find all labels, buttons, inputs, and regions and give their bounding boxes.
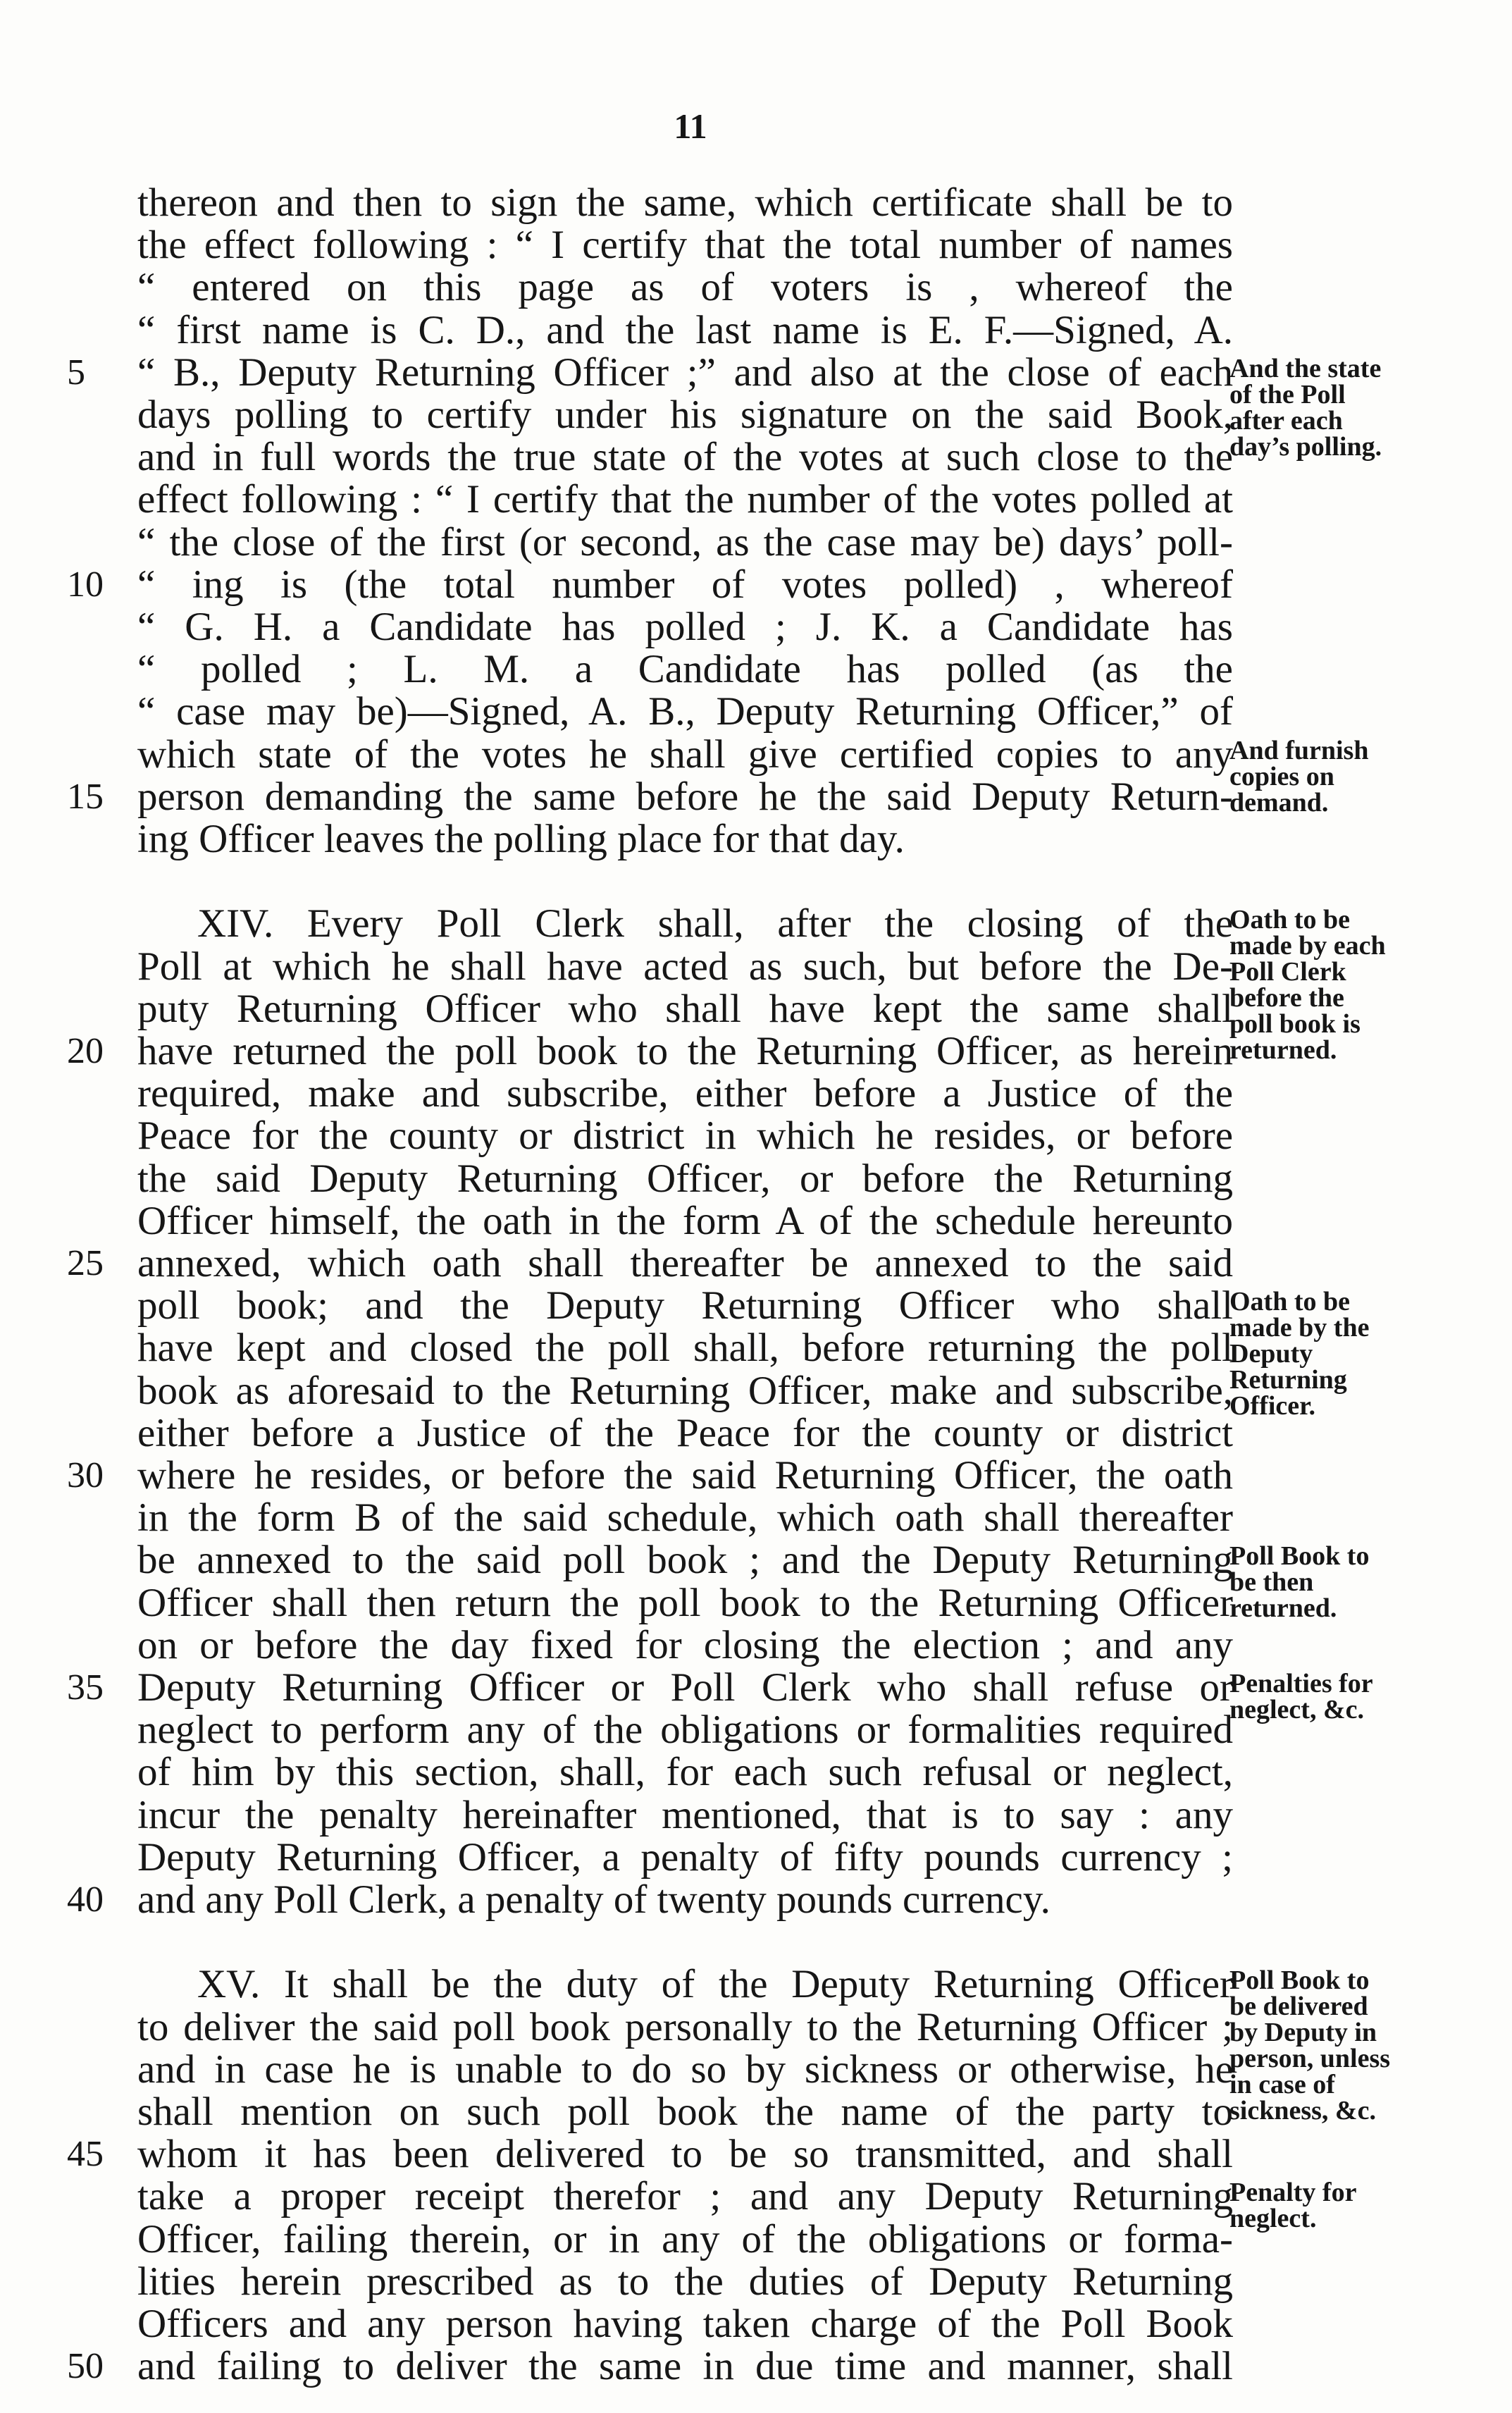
- text-line: required, make and subscribe, either before a Justice of the: [137, 1071, 1233, 1116]
- text-line: neglect to perform any of the obligations or formalities required: [137, 1708, 1233, 1752]
- line-number: 30: [67, 1455, 104, 1495]
- margin-note-line: demand.: [1229, 788, 1329, 817]
- text-line: Officer shall then return the poll book to the Returning Officer: [137, 1581, 1233, 1625]
- margin-note-line: made by each: [1229, 931, 1386, 961]
- text-line: either before a Justice of the Peace for the county or district: [137, 1411, 1233, 1455]
- text-line: of him by this section, shall, for each such refusal or neglect,: [137, 1750, 1233, 1794]
- text-line: Officer, failing therein, or in any of the obligations or forma-: [137, 2217, 1233, 2261]
- margin-note-line: by Deputy in: [1229, 2018, 1377, 2047]
- text-line: person demanding the same before he the said Deputy Return-: [137, 774, 1233, 819]
- margin-note-line: And furnish: [1229, 736, 1369, 765]
- line-number: 10: [67, 564, 104, 605]
- text-line: to deliver the said poll book personally to the Returning Officer ;: [137, 2005, 1233, 2049]
- text-line: and failing to deliver the same in due time and manner, shall: [137, 2344, 1233, 2388]
- text-line: the effect following : “ I certify that the total number of names: [137, 223, 1233, 267]
- text-line: “ first name is C. D., and the last name is E. F.—Signed, A.: [137, 308, 1233, 352]
- text-line: poll book; and the Deputy Returning Officer who shall: [137, 1283, 1233, 1328]
- margin-note-line: Penalty for: [1229, 2178, 1357, 2207]
- margin-note-line: Poll Book to: [1229, 1541, 1370, 1571]
- margin-note-line: returned.: [1229, 1593, 1337, 1623]
- text-line: puty Returning Officer who shall have kept the same shall: [137, 987, 1233, 1031]
- text-line: in the form B of the said schedule, which oath shall thereafter: [137, 1495, 1233, 1540]
- line-number: 20: [67, 1031, 104, 1071]
- text-line: be annexed to the said poll book ; and the Deputy Returning: [137, 1538, 1233, 1582]
- margin-note-line: before the: [1229, 983, 1344, 1013]
- text-line: and in full words the true state of the votes at such close to the: [137, 435, 1233, 479]
- margin-note-line: returned.: [1229, 1035, 1337, 1065]
- line-number: 45: [67, 2134, 104, 2174]
- margin-note-line: copies on: [1229, 762, 1334, 791]
- margin-note-line: Deputy: [1229, 1339, 1313, 1369]
- margin-note-line: Returning: [1229, 1365, 1347, 1395]
- margin-note-line: neglect.: [1229, 2204, 1317, 2233]
- text-line: XIV. Every Poll Clerk shall, after the closing of the: [197, 901, 1233, 946]
- text-line: lities herein prescribed as to the duties of Deputy Returning: [137, 2259, 1233, 2304]
- text-line: Poll at which he shall have acted as such, but before the De-: [137, 944, 1233, 989]
- margin-note-line: Poll Clerk: [1229, 957, 1346, 987]
- text-line: and in case he is unable to do so by sickness or otherwise, he: [137, 2047, 1233, 2092]
- line-number: 5: [67, 352, 85, 393]
- text-line: Peace for the county or district in which he resides, or before: [137, 1113, 1233, 1158]
- text-line: have returned the poll book to the Returning Officer, as herein: [137, 1029, 1233, 1073]
- margin-note-line: Oath to be: [1229, 1287, 1350, 1316]
- text-line: Deputy Returning Officer or Poll Clerk who shall refuse or: [137, 1665, 1233, 1710]
- text-line: the said Deputy Returning Officer, or before the Returning: [137, 1156, 1233, 1201]
- text-line: “ the close of the first (or second, as the case may be) days’ poll-: [137, 520, 1233, 564]
- line-number: 40: [67, 1880, 104, 1920]
- text-line: annexed, which oath shall thereafter be annexed to the said: [137, 1241, 1233, 1285]
- margin-note-line: of the Poll: [1229, 380, 1346, 409]
- line-number: 15: [67, 777, 104, 817]
- margin-note-line: in case of: [1229, 2070, 1335, 2099]
- margin-note-line: day’s polling.: [1229, 432, 1382, 462]
- text-line: XV. It shall be the duty of the Deputy Returning Officer: [197, 1962, 1233, 2006]
- text-line: book as aforesaid to the Returning Officer, make and subscribe,: [137, 1369, 1233, 1413]
- line-number: 50: [67, 2346, 104, 2386]
- margin-note-line: Penalties for: [1229, 1669, 1373, 1698]
- margin-note-line: be then: [1229, 1567, 1314, 1597]
- margin-note-line: made by the: [1229, 1313, 1370, 1343]
- text-line: take a proper receipt therefor ; and any Deputy Returning: [137, 2174, 1233, 2218]
- margin-note-line: Officer.: [1229, 1391, 1316, 1421]
- text-line: on or before the day fixed for closing the election ; and any: [137, 1623, 1233, 1667]
- text-line: shall mention on such poll book the name of the party to: [137, 2090, 1233, 2134]
- page-number: 11: [674, 106, 707, 146]
- text-line: “ entered on this page as of voters is , whereof the: [137, 265, 1233, 309]
- text-line: “ G. H. a Candidate has polled ; J. K. a Candidate has: [137, 605, 1233, 649]
- text-line: Officer himself, the oath in the form A of the schedule hereunto: [137, 1199, 1233, 1243]
- margin-note-line: after each: [1229, 406, 1343, 436]
- text-line: whom it has been delivered to be so transmitted, and shall: [137, 2132, 1233, 2176]
- text-line: ing Officer leaves the polling place for that day.: [137, 817, 905, 861]
- text-line: “ polled ; L. M. a Candidate has polled (as the: [137, 647, 1233, 691]
- text-line: “ ing is (the total number of votes polled) , whereof: [137, 562, 1233, 607]
- margin-note-line: neglect, &c.: [1229, 1695, 1364, 1724]
- margin-note-line: Oath to be: [1229, 905, 1350, 934]
- text-line: have kept and closed the poll shall, before returning the poll: [137, 1326, 1233, 1370]
- margin-note-line: And the state: [1229, 354, 1382, 383]
- text-line: effect following : “ I certify that the number of the votes polled at: [137, 477, 1233, 522]
- margin-note-line: sickness, &c.: [1229, 2096, 1376, 2125]
- text-line: “ B., Deputy Returning Officer ;” and also at the close of each: [137, 350, 1233, 395]
- margin-note-line: person, unless: [1229, 2044, 1391, 2073]
- text-line: which state of the votes he shall give certified copies to any: [137, 732, 1233, 777]
- margin-note-line: poll book is: [1229, 1009, 1361, 1039]
- margin-note-line: be delivered: [1229, 1992, 1368, 2021]
- margin-note-line: Poll Book to: [1229, 1965, 1370, 1995]
- text-line: incur the penalty hereinafter mentioned, that is to say : any: [137, 1793, 1233, 1837]
- text-line: thereon and then to sign the same, which certificate shall be to: [137, 180, 1233, 225]
- text-line: and any Poll Clerk, a penalty of twenty pounds currency.: [137, 1877, 1051, 1922]
- text-line: Deputy Returning Officer, a penalty of fifty pounds currency ;: [137, 1835, 1233, 1880]
- line-number: 35: [67, 1667, 104, 1708]
- text-line: “ case may be)—Signed, A. B., Deputy Returning Officer,” of: [137, 689, 1233, 734]
- text-line: Officers and any person having taken charge of the Poll Book: [137, 2302, 1233, 2346]
- line-number: 25: [67, 1243, 104, 1283]
- text-line: days polling to certify under his signature on the said Book,: [137, 393, 1233, 437]
- text-line: where he resides, or before the said Returning Officer, the oath: [137, 1453, 1233, 1498]
